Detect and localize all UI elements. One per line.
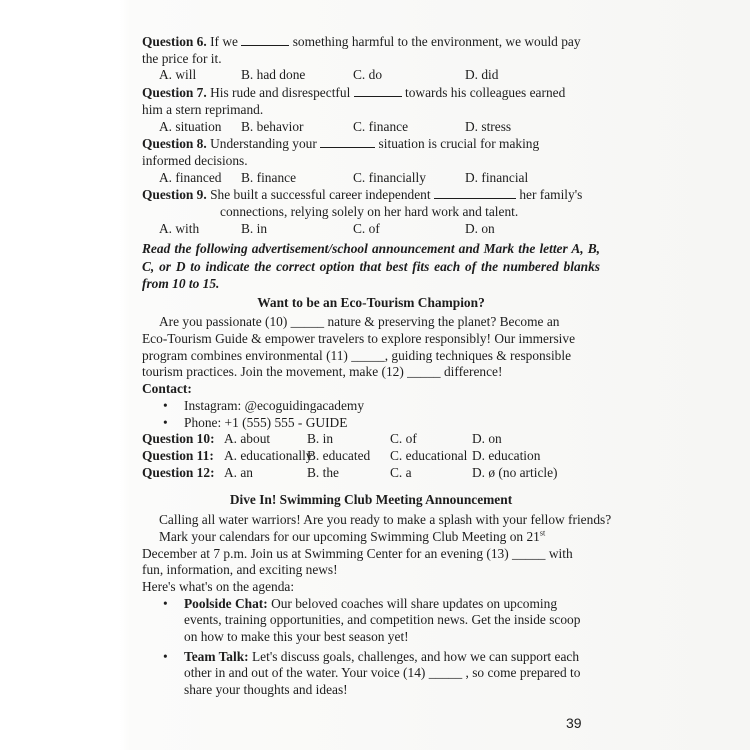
option-b: B. the	[307, 464, 339, 480]
question-label: Question 10:	[142, 431, 215, 447]
ad-line: Are you passionate (10) _____ nature & preserving the planet? Become an	[159, 314, 560, 330]
option-c: C. of	[353, 220, 380, 236]
option-d: D. on	[472, 431, 502, 447]
option-a: A. will	[159, 67, 197, 83]
ad-line: program combines environmental (11) _____, guiding techniques & responsible	[142, 347, 572, 363]
question-stem: Understanding your	[210, 136, 317, 152]
option-b: B. behavior	[241, 118, 304, 134]
page-content	[142, 34, 612, 699]
options-row	[142, 119, 600, 136]
answer-blank	[320, 136, 375, 148]
option-c: C. do	[353, 67, 383, 83]
option-a: A. educationally	[224, 447, 313, 463]
option-b: B. educated	[307, 447, 371, 463]
question-stem: informed decisions.	[142, 152, 248, 168]
ad-line: tourism practices. Join the movement, make (12) _____ difference!	[142, 364, 503, 380]
contact-heading: Contact:	[142, 381, 192, 397]
option-c: C. a	[390, 464, 412, 480]
question-stem: She built a successful career independent	[210, 187, 431, 203]
contact-text: Instagram: @ecoguidingacademy	[184, 397, 365, 413]
agenda-item-poolside-chat	[142, 596, 600, 646]
question-label: Question 8.	[142, 136, 207, 152]
paragraph-text: Mark your calendars for our upcoming Swimming Club Meeting on 21	[159, 528, 540, 544]
answer-blank	[241, 34, 289, 46]
agenda-item-heading: Poolside Chat:	[184, 595, 268, 611]
question-8	[142, 136, 600, 186]
ad-question-11	[142, 448, 600, 465]
question-6	[142, 34, 600, 84]
answer-blank	[354, 85, 402, 97]
ad-body	[142, 314, 600, 381]
ad-line: Eco-Tourism Guide & empower travelers to explore responsibly! Our immersive	[142, 331, 576, 347]
contact-item	[142, 398, 600, 415]
contact-item	[142, 415, 600, 432]
ad-question-12	[142, 465, 600, 482]
question-label: Question 12:	[142, 464, 215, 480]
ad-title: Want to be an Eco-Tourism Champion?	[257, 294, 485, 310]
option-c: C. financially	[353, 169, 426, 185]
question-stem: him a stern reprimand.	[142, 101, 264, 117]
option-b: B. in	[241, 220, 268, 236]
question-label: Question 9.	[142, 187, 207, 203]
announcement-paragraph	[142, 529, 600, 546]
option-d: D. on	[465, 220, 495, 236]
question-stem: her family's	[519, 187, 583, 203]
agenda-item-text: Our beloved coaches will share updates on upcoming	[271, 595, 558, 611]
question-7	[142, 85, 600, 135]
bullet-icon: •	[163, 397, 168, 413]
question-stem: towards his colleagues earned	[405, 85, 566, 101]
option-b: B. had done	[241, 67, 306, 83]
option-b: B. finance	[241, 169, 297, 185]
contact-text: Phone: +1 (555) 555 - GUIDE	[184, 414, 348, 430]
agenda-item-text: other in and out of the water. Your voice (14) _____ , so come prepared to	[184, 665, 581, 681]
agenda-item-text: on how to make this your best season yet!	[184, 629, 409, 645]
option-a: A. situation	[159, 118, 222, 134]
bullet-icon: •	[163, 414, 168, 430]
announcement-title: Dive In! Swimming Club Meeting Announcement	[229, 492, 513, 508]
question-stem: the price for it.	[142, 50, 222, 66]
option-d: D. ø (no article)	[472, 464, 558, 480]
agenda-item-heading: Team Talk:	[184, 648, 249, 664]
option-d: D. financial	[465, 169, 529, 185]
question-stem: If we	[210, 34, 238, 49]
option-a: A. with	[159, 220, 200, 236]
option-a: A. about	[224, 431, 271, 447]
page-number: 39	[566, 715, 582, 731]
announcement-paragraph: fun, information, and exciting news!	[142, 562, 338, 578]
option-b: B. in	[307, 431, 334, 447]
bullet-icon: •	[163, 595, 168, 611]
section-instruction: Read the following advertisement/school announcement and Mark the letter A, B, C, or D to indicate the correct option that best fits each of the numbered blanks from 10 to 15.	[142, 241, 600, 292]
option-c: C. finance	[353, 118, 409, 134]
options-row	[142, 221, 600, 238]
option-a: A. an	[224, 464, 254, 480]
agenda-intro: Here's what's on the agenda:	[142, 578, 295, 594]
agenda-item-team-talk	[142, 649, 600, 699]
question-stem: His rude and disrespectful	[210, 85, 351, 101]
answer-blank	[434, 187, 516, 199]
option-c: C. of	[390, 431, 417, 447]
question-label: Question 7.	[142, 85, 207, 101]
question-stem: something harmful to the environment, we would pay	[292, 34, 581, 49]
options-row	[142, 67, 600, 84]
agenda-item-text: Let's discuss goals, challenges, and how we can support each	[251, 648, 580, 664]
option-d: D. education	[472, 447, 541, 463]
options-row	[142, 170, 600, 187]
option-d: D. did	[465, 67, 499, 83]
question-stem: situation is crucial for making	[378, 136, 540, 152]
question-label: Question 11:	[142, 447, 214, 463]
option-d: D. stress	[465, 118, 512, 134]
announcement-paragraph: December at 7 p.m. Join us at Swimming Center for an evening (13) _____ with	[142, 545, 573, 561]
option-c: C. educational	[390, 447, 468, 463]
agenda-item-text: share your thoughts and ideas!	[184, 682, 348, 698]
ad-question-10	[142, 431, 600, 448]
question-9	[142, 187, 600, 237]
agenda-item-text: events, training opportunities, and competition news. Get the inside scoop	[184, 612, 581, 628]
question-stem: connections, relying solely on her hard work and talent.	[220, 204, 519, 220]
announcement-intro: Calling all water warriors! Are you ready to make a splash with your fellow friends?	[159, 512, 612, 528]
option-a: A. financed	[159, 169, 222, 185]
ordinal-suffix: st	[539, 528, 546, 538]
question-label: Question 6.	[142, 34, 207, 49]
bullet-icon: •	[163, 648, 168, 664]
